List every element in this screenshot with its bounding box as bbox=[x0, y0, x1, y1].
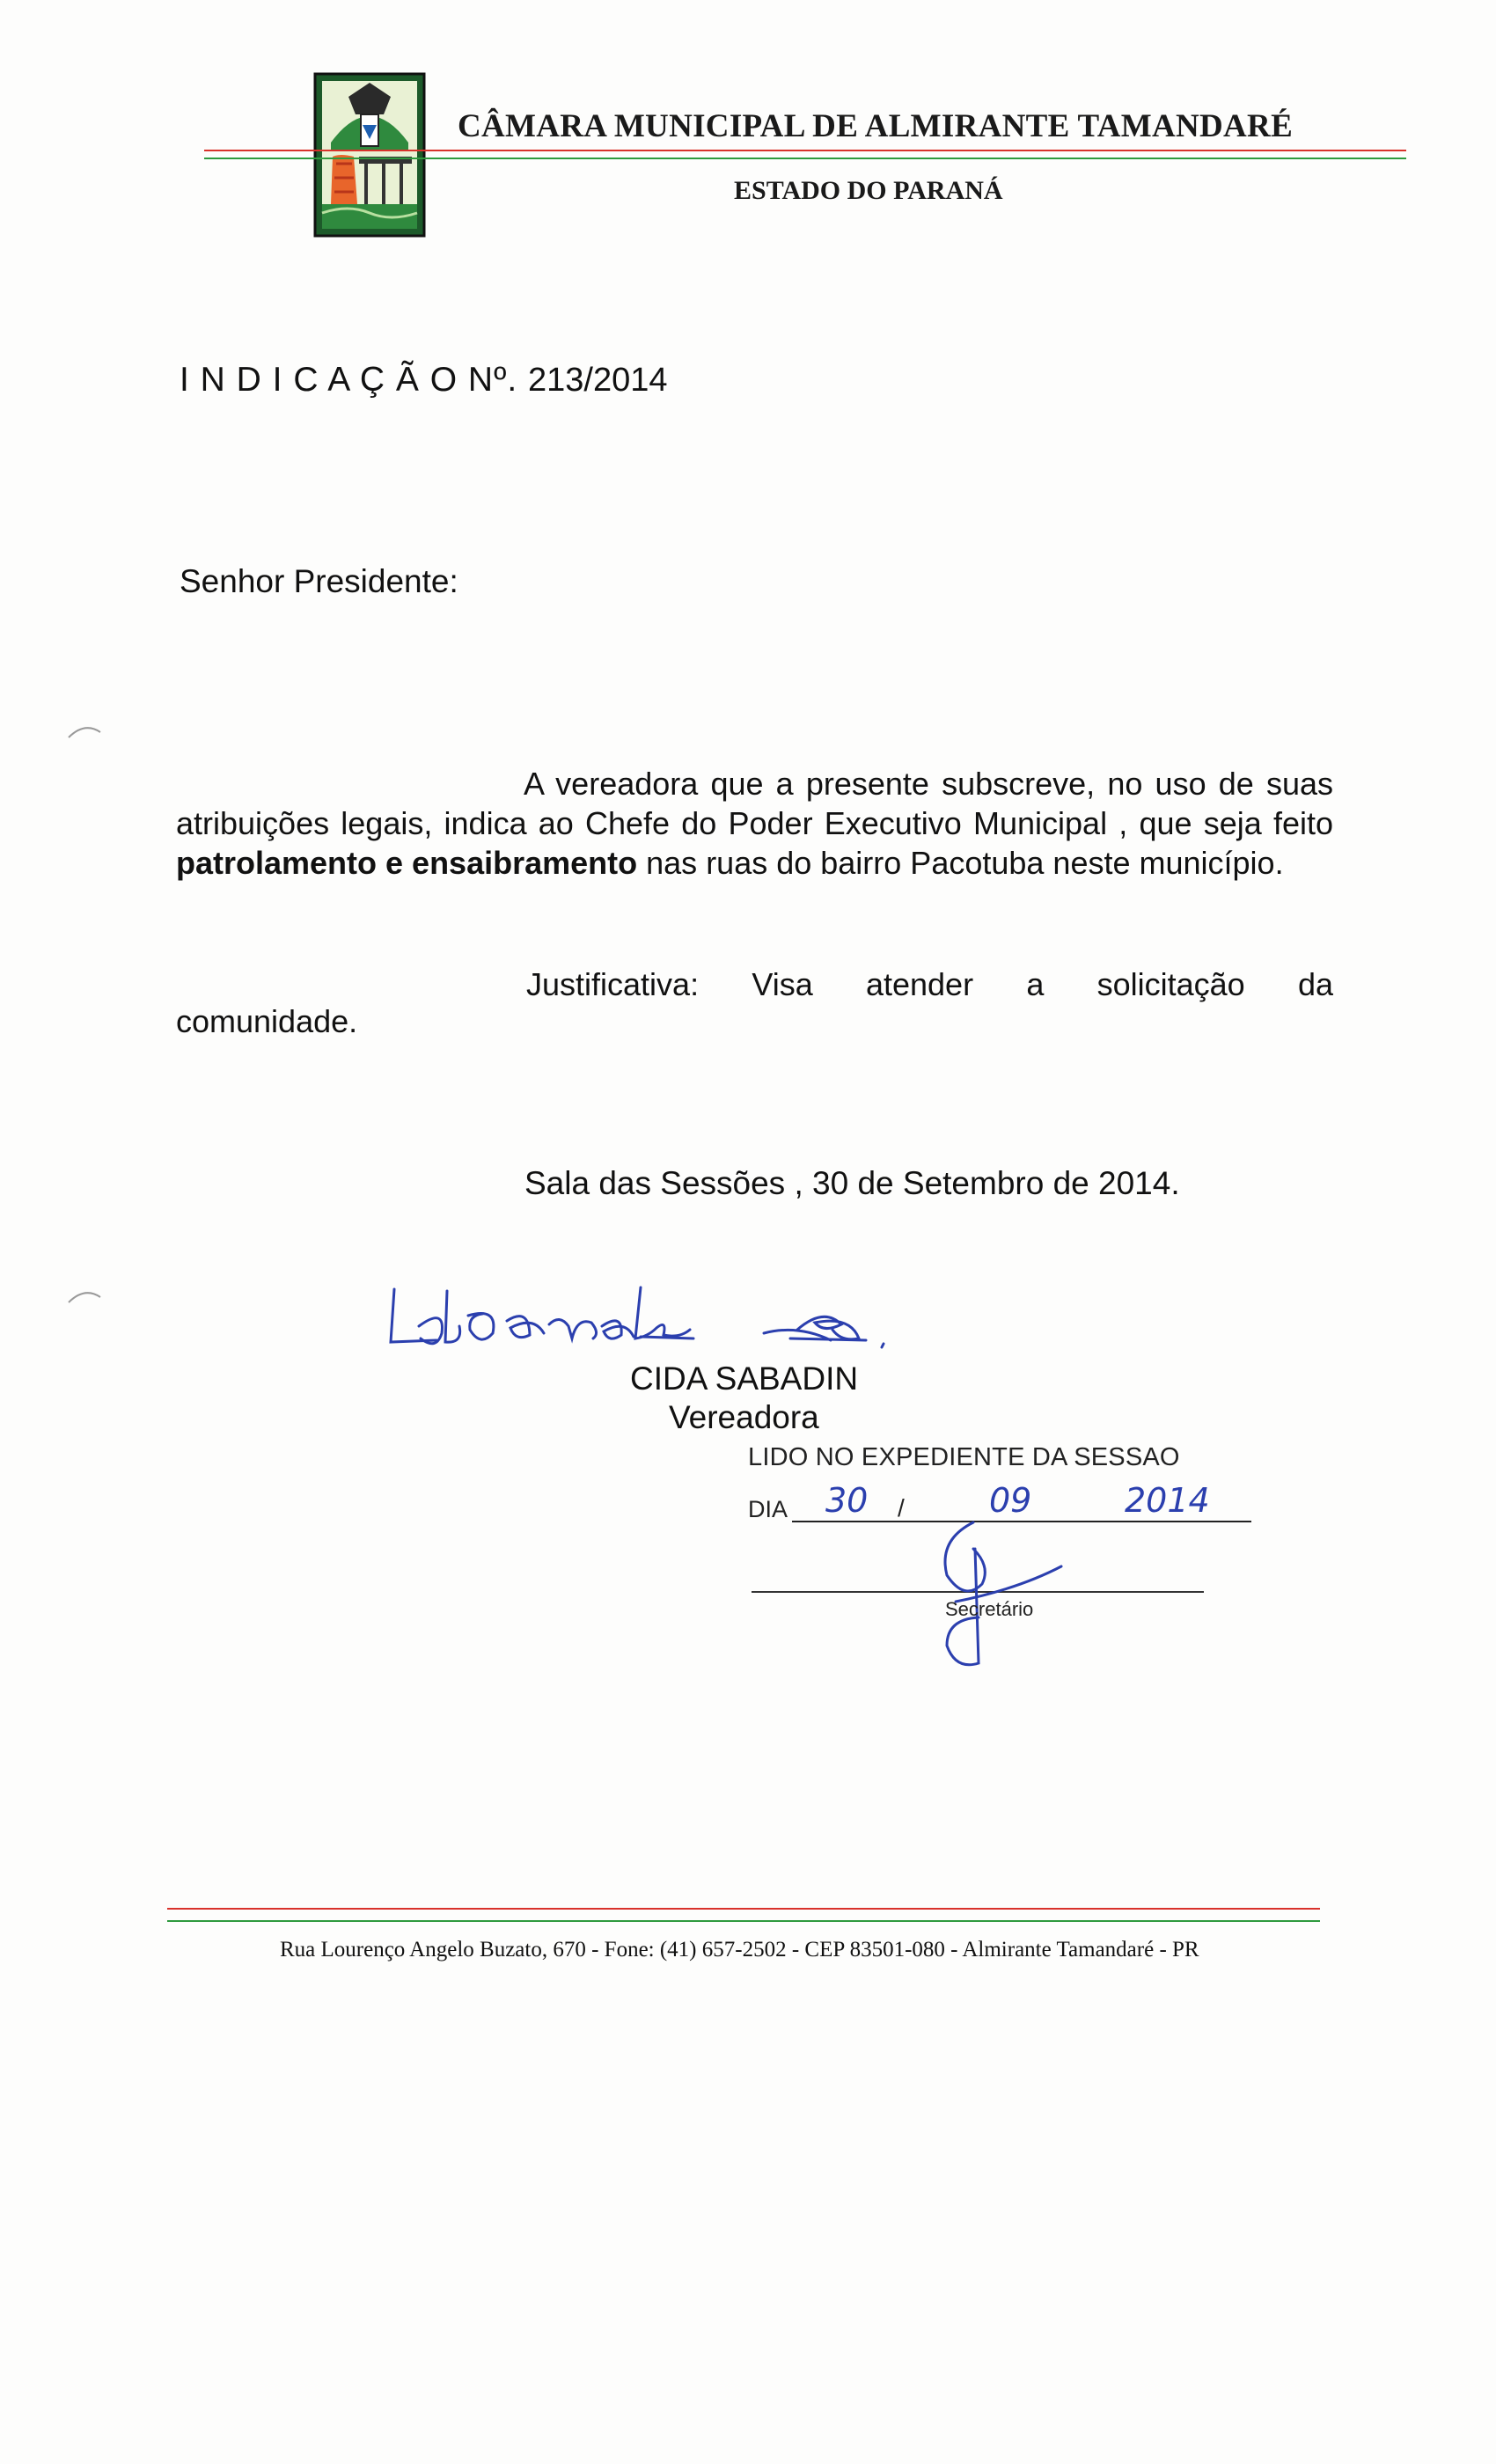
stamp-year: 2014 bbox=[1125, 1481, 1210, 1520]
justification-word: Justificativa: bbox=[526, 966, 700, 1002]
stamp-month: 09 bbox=[989, 1481, 1032, 1520]
header-divider-red bbox=[204, 150, 1406, 151]
secretary-signature bbox=[920, 1514, 1079, 1672]
signer-name: CIDA SABADIN bbox=[630, 1360, 859, 1397]
stamp-day: 30 bbox=[825, 1481, 869, 1520]
signer-role: Vereadora bbox=[669, 1399, 819, 1435]
place-date: Sala das Sessões , 30 de Setembro de 2014. bbox=[524, 1165, 1180, 1201]
secretary-label: Secretário bbox=[945, 1598, 1034, 1620]
document-title-prefix: I N D I C A Ç Ã O Nº. bbox=[180, 361, 518, 399]
handwritten-signature bbox=[384, 1280, 964, 1368]
justification-continuation: comunidade. bbox=[176, 1003, 358, 1039]
municipal-crest-icon bbox=[313, 72, 426, 238]
stamp-day-label: DIA bbox=[748, 1496, 788, 1522]
justification-word: a bbox=[1026, 966, 1045, 1002]
document-title bbox=[180, 361, 668, 400]
footer-divider-red bbox=[167, 1908, 1320, 1910]
document-number: 213/2014 bbox=[528, 362, 668, 399]
justification-word: da bbox=[1297, 966, 1333, 1002]
stamp-separator: / bbox=[898, 1494, 905, 1522]
body-text-part1: A vereadora que a presente subscreve, no uso de suas atribuições legais, indica ao Chefe do Poder Executivo Municipal , que seja feito bbox=[176, 766, 1333, 841]
body-text-part2: nas ruas do bairro Pacotuba neste município. bbox=[637, 845, 1284, 881]
justification-word: atender bbox=[865, 966, 974, 1002]
body-paragraph bbox=[176, 764, 1333, 883]
justification-word: Visa bbox=[752, 966, 813, 1002]
stamp-heading: LIDO NO EXPEDIENTE DA SESSAO bbox=[748, 1443, 1180, 1471]
justification-line bbox=[526, 966, 1333, 1003]
institution-name: CÂMARA MUNICIPAL DE ALMIRANTE TAMANDARÉ bbox=[458, 108, 1294, 144]
footer-address: Rua Lourenço Angelo Buzato, 670 - Fone: (41) 657-2502 - CEP 83501-080 - Almirante Tamandaré - PR bbox=[280, 1938, 1199, 1962]
state-name: ESTADO DO PARANÁ bbox=[734, 176, 1003, 205]
punch-hole-mark bbox=[67, 720, 102, 739]
justification-word: solicitação bbox=[1096, 966, 1245, 1002]
footer-divider-green bbox=[167, 1920, 1320, 1922]
salutation: Senhor Presidente: bbox=[180, 563, 458, 599]
body-text-bold: patrolamento e ensaibramento bbox=[176, 845, 638, 881]
punch-hole-mark bbox=[67, 1285, 102, 1304]
header-divider-green bbox=[204, 158, 1406, 159]
